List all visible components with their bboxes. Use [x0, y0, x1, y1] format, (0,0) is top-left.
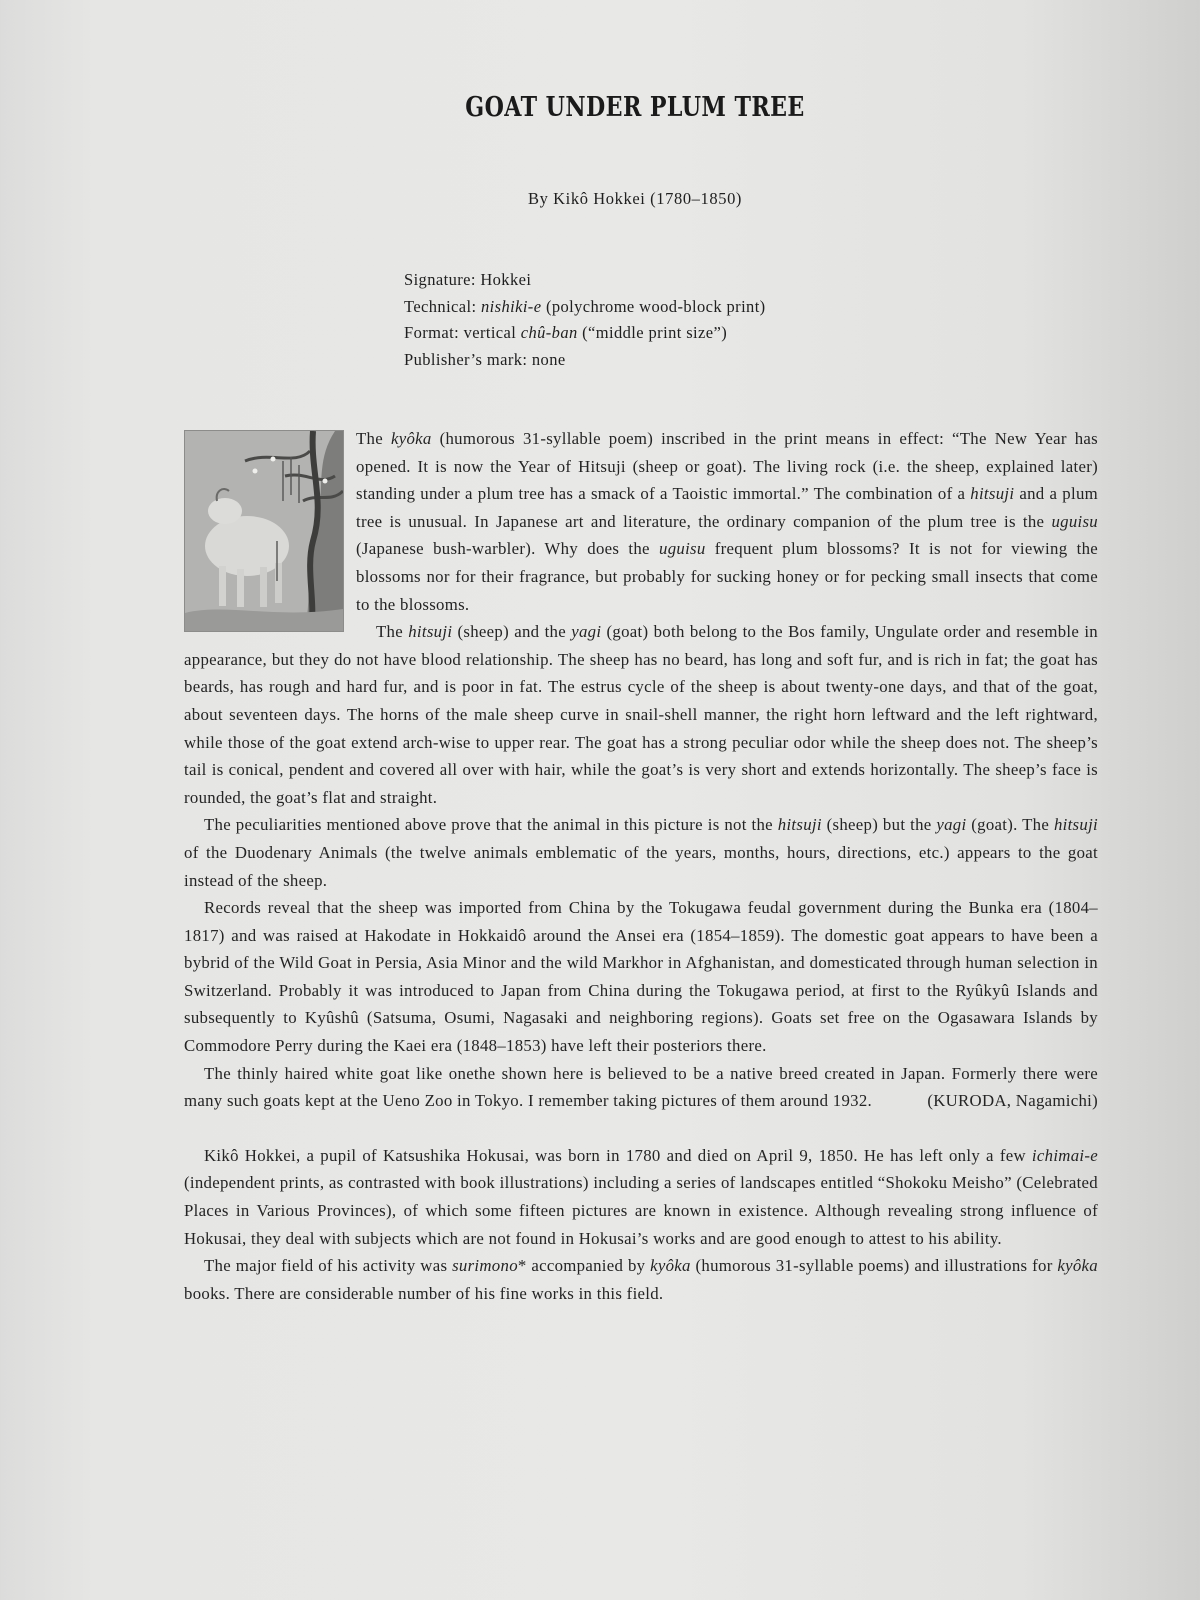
article-title: GOAT UNDER PLUM TREE — [465, 92, 805, 123]
meta-publisher: Publisher’s mark: none — [404, 349, 566, 369]
print-metadata — [404, 267, 1004, 373]
author-credit: (KURODA, Nagamichi) — [927, 1091, 1098, 1111]
meta-signature: Signature: Hokkei — [404, 270, 532, 289]
article-body — [184, 425, 1098, 1307]
paragraph-1: The kyôka (humorous 31-syllable poem) inscribed in the print means in effect: “The New Year has opened. It is now the Year of Hitsuji (sheep or goat). The living rock (i.e. the sheep, explained later) standing under a plum tree has a smack of a Taoistic immortal.” The combination of a hitsuji and a plum tree is unusual. In Japanese art and literature, the ordinary companion of the plum tree is the uguisu (Japanese bush-warbler). Why does the uguisu frequent plum blossoms? It is not for viewing the blossoms nor for their fragrance, but probably for sucking honey or for pecking small insects that come to the blossoms. — [356, 429, 1099, 614]
paragraph-5: The thinly haired white goat like onethe shown here is believed to be a native breed created in Japan. Formerly there were many such goats kept at the Ueno Zoo in Tokyo. I remember taking pictures of them around 1932. (KURODA, Nagamichi) — [184, 1060, 1098, 1115]
byline: By Kikô Hokkei (1780–1850) — [527, 189, 743, 208]
paragraph-7: The major field of his activity was surimono* accompanied by kyôka (humorous 31-syllable poems) and illustrations for kyôka books. There are considerable number of his fine works in this field. — [184, 1256, 1099, 1303]
paragraph-3: The peculiarities mentioned above prove that the animal in this picture is not the hitsuji (sheep) but the yagi (goat). The hitsuji of the Duodenary Animals (the twelve animals emblematic of the years, months, hours, directions, etc.) appears to the goat instead of the sheep. — [184, 815, 1098, 890]
paragraph-2: The hitsuji (sheep) and the yagi (goat) both belong to the Bos family, Ungulate order and resemble in appearance, but they do not have blood relationship. The sheep has no beard, has long and soft fur, and is rich in fat; the goat has beards, has rough and hard fur, and is poor in fat. The estrus cycle of the sheep is about twenty-one days, and that of the goat, about seventeen days. The horns of the male sheep curve in snail-shell manner, the right horn leftward and the left rightward, while those of the goat extend arch-wise to upper rear. The goat has a strong peculiar odor while the sheep does not. The sheep’s tail is conical, pendent and covered all over with hair, while the goat’s is very short and extends horizontally. The sheep’s face is rounded, the goat’s flat and straight. — [184, 622, 1099, 807]
meta-format: Format: vertical chû-ban (“middle print size”) — [404, 323, 728, 342]
goat-under-plum-tree-image — [185, 431, 343, 631]
section-gap — [184, 1115, 1098, 1142]
paragraph-6: Kikô Hokkei, a pupil of Katsushika Hokusai, was born in 1780 and died on April 9, 1850. He has left only a few ichimai-e (independent prints, as contrasted with book illustrations) including a series of landscapes entitled “Shokoku Meisho” (Celebrated Places in Various Provinces), of which some fifteen pictures are known in existence. Although revealing strong influence of Hokusai, they deal with subjects which are not found in Hokusai’s works and are good enough to attest to his ability. — [184, 1145, 1098, 1248]
goat-print-illustration — [184, 430, 344, 632]
paragraph-4: Records reveal that the sheep was imported from China by the Tokugawa feudal government during the Bunka era (1804–1817) and was raised at Hakodate in Hokkaidô around the Ansei era (1854–1859). The domestic goat appears to have been a bybrid of the Wild Goat in Persia, Asia Minor and the wild Markhor in Afghanistan, and domesticated through human selection in Switzerland. Probably it was introduced to Japan from China during the Tokugawa period, at first to the Ryûkyû Islands and subsequently to Kyûshû (Satsuma, Osumi, Nagasaki and neighboring regions). Goats set free on the Ogasawara Islands by Commodore Perry during the Kaei era (1848–1853) have left their posteriors there. — [184, 898, 1098, 1056]
meta-technical: Technical: nishiki-e (polychrome wood-block print) — [404, 296, 766, 316]
